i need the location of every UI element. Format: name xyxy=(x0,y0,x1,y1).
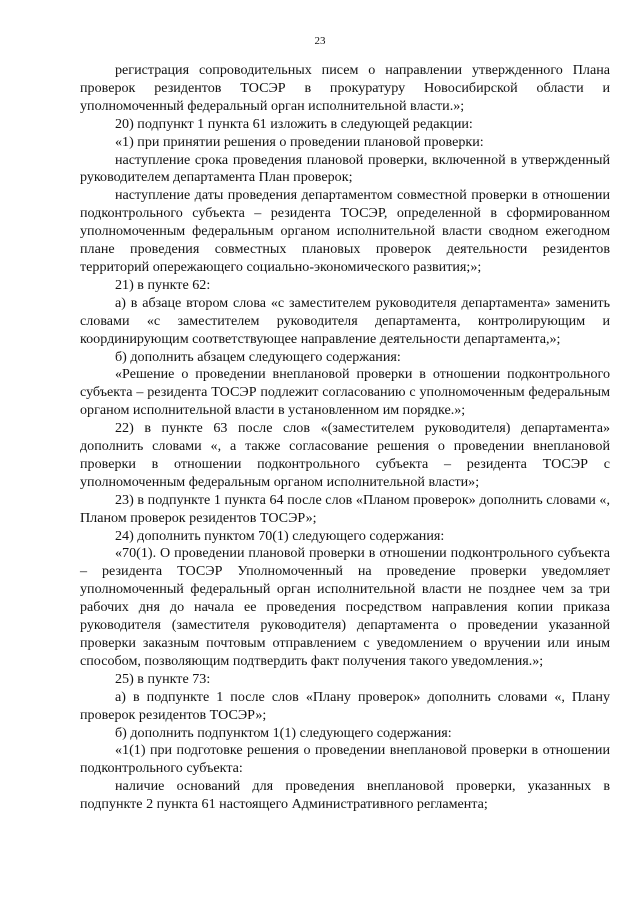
paragraph: «Решение о проведении внеплановой проверки в отношении подконтрольного субъекта – резидента ТОСЭР подлежит согласованию с уполномоченным федеральным органом исполнительной власти в установленном им порядке.»; xyxy=(80,366,610,419)
paragraph: наступление даты проведения департаментом совместной проверки в отношении подконтрольного субъекта – резидента ТОСЭР, определенной в сформированном уполномоченным федеральным органом исполнительной власти сводном ежегодном плане проведения совместных плановых проверок деятельности резидентов территорий опережающего социально-экономического развития;»; xyxy=(80,187,610,275)
document-body xyxy=(80,62,610,814)
paragraph: «1(1) при подготовке решения о проведении внеплановой проверки в отношении подконтрольного субъекта: xyxy=(80,742,610,777)
paragraph: 23) в подпункте 1 пункта 64 после слов «Планом проверок» дополнить словами «, Планом проверок резидентов ТОСЭР»; xyxy=(80,491,610,526)
paragraph: а) в абзаце втором слова «с заместителем руководителя департамента» заменить словами «с заместителем руководителя департамента, контролирующим и координирующим соответствующее направление деятельности департамента,»; xyxy=(80,294,610,347)
paragraph: наличие оснований для проведения внеплановой проверки, указанных в подпункте 2 пункта 61 настоящего Административного регламента; xyxy=(80,778,610,813)
paragraph: б) дополнить подпунктом 1(1) следующего содержания: xyxy=(115,724,452,741)
paragraph: 25) в пункте 73: xyxy=(115,670,211,687)
paragraph: 21) в пункте 62: xyxy=(115,276,211,293)
page-number: 23 xyxy=(314,35,326,47)
paragraph: регистрация сопроводительных писем о направлении утвержденного Плана проверок резидентов ТОСЭР в прокуратуру Новосибирской области и уполномоченный федеральный орган исполнительной власти.»; xyxy=(80,62,610,114)
paragraph: б) дополнить абзацем следующего содержания: xyxy=(115,348,401,365)
paragraph: наступление срока проведения плановой проверки, включенной в утвержденный руководителем департамента План проверок; xyxy=(80,151,610,186)
paragraph: 24) дополнить пунктом 70(1) следующего содержания: xyxy=(115,527,445,544)
paragraph: «1) при принятии решения о проведении плановой проверки: xyxy=(115,133,484,150)
paragraph: 20) подпункт 1 пункта 61 изложить в следующей редакции: xyxy=(115,115,473,132)
paragraph: а) в подпункте 1 после слов «Плану проверок» дополнить словами «, Плану проверок резидентов ТОСЭР»; xyxy=(80,688,610,723)
paragraph: «70(1). О проведении плановой проверки в отношении подконтрольного субъекта – резидента ТОСЭР Уполномоченный на проведение проверки уведомляет уполномоченный федеральный орган исполнительной власти не позднее чем за три рабочих дня до начала ее проведения посредством направления копии приказа руководителя (заместителя руководителя) департамента о проведении указанной проверки заказным почтовым отправлением с уведомлением о вручении или иным способом, позволяющим подтвердить факт получения такого уведомления.»; xyxy=(80,545,610,669)
paragraph: 22) в пункте 63 после слов «(заместителем руководителя) департамента» дополнить словами «, а также согласование решения о проведении внеплановой проверки в отношении подконтрольного субъекта – резидента ТОСЭР с уполномоченным федеральным органом исполнительной власти»; xyxy=(80,420,610,490)
